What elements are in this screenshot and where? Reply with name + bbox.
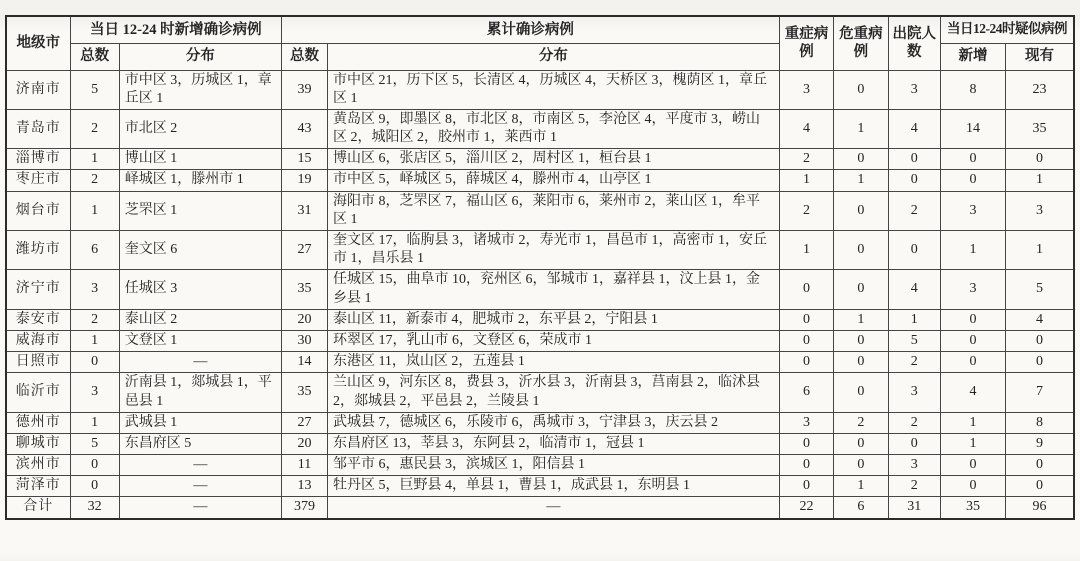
scanned-document-page [0,15,1080,561]
cell-suspected-new: 0 [940,330,1005,351]
cell-cumulative-total: 27 [282,412,328,433]
cell-new-distribution: — [119,497,281,519]
cell-discharged-count: 4 [888,270,940,309]
cell-discharged-count: 0 [888,170,940,191]
header-cumulative-confirmed-group: 累计确诊病例 [282,16,780,43]
cell-discharged-count: 2 [888,352,940,373]
cell-suspected-existing: 23 [1006,70,1074,109]
cell-cumulative-total: 31 [282,191,328,230]
cell-cumulative-distribution: 海阳市 8，芝罘区 7，福山区 6，莱阳市 6，莱州市 2，莱山区 1，牟平区 1 [327,191,779,230]
cell-critical-cases: 0 [834,191,888,230]
cell-suspected-new: 0 [940,149,1005,170]
cell-cumulative-distribution: 邹平市 6，惠民县 3，滨城区 1，阳信县 1 [327,455,779,476]
table-row [6,191,1074,230]
cell-city: 烟台市 [6,191,70,230]
table-row [6,270,1074,309]
cell-severe-cases: 0 [779,330,833,351]
cell-cumulative-total: 13 [282,476,328,497]
cell-cumulative-total: 27 [282,231,328,270]
cell-suspected-new: 0 [940,309,1005,330]
header-new-total: 总数 [70,43,119,70]
cell-suspected-existing: 9 [1006,433,1074,454]
cell-city: 枣庄市 [6,170,70,191]
table-body [6,70,1074,519]
cell-cumulative-distribution: 兰山区 9，河东区 8，费县 3，沂水县 3，沂南县 3，莒南县 2，临沭县 2，郯城县 2，平邑县 2，兰陵县 1 [327,373,779,412]
table-row [6,352,1074,373]
table-row [6,109,1074,148]
cell-city: 威海市 [6,330,70,351]
cell-cumulative-total: 14 [282,352,328,373]
cell-discharged-count: 3 [888,70,940,109]
cell-city: 潍坊市 [6,231,70,270]
cell-city: 临沂市 [6,373,70,412]
cell-severe-cases: 2 [779,149,833,170]
cell-discharged-count: 3 [888,455,940,476]
cell-new-distribution: 市中区 3，历城区 1，章丘区 1 [119,70,281,109]
cell-discharged-count: 3 [888,373,940,412]
cell-critical-cases: 0 [834,70,888,109]
cell-critical-cases: 1 [834,309,888,330]
cell-new-distribution: 博山区 1 [119,149,281,170]
cell-cumulative-total: 20 [282,309,328,330]
cell-new-distribution: 东昌府区 5 [119,433,281,454]
cell-cumulative-total: 43 [282,109,328,148]
cell-discharged-count: 0 [888,433,940,454]
cell-new-total: 1 [70,191,119,230]
cell-cumulative-total: 19 [282,170,328,191]
cell-suspected-existing: 5 [1006,270,1074,309]
cell-critical-cases: 0 [834,433,888,454]
table-total-row [6,497,1074,519]
cell-suspected-existing: 3 [1006,191,1074,230]
cell-critical-cases: 1 [834,109,888,148]
cell-suspected-new: 1 [940,433,1005,454]
header-new-distribution: 分布 [119,43,281,70]
cell-suspected-new: 35 [940,497,1005,519]
cell-severe-cases: 1 [779,170,833,191]
cell-severe-cases: 2 [779,191,833,230]
cell-new-distribution: 奎文区 6 [119,231,281,270]
cell-critical-cases: 0 [834,231,888,270]
cell-suspected-existing: 0 [1006,330,1074,351]
cell-cumulative-total: 15 [282,149,328,170]
cell-critical-cases: 1 [834,170,888,191]
cell-suspected-existing: 1 [1006,231,1074,270]
cell-critical-cases: 0 [834,270,888,309]
cell-discharged-count: 2 [888,476,940,497]
cell-new-total: 1 [70,149,119,170]
header-severe-cases: 重症病例 [779,16,833,70]
cell-suspected-new: 1 [940,231,1005,270]
header-row-1 [6,16,1074,43]
cell-new-distribution: — [119,476,281,497]
cell-suspected-new: 14 [940,109,1005,148]
cell-new-distribution: — [119,455,281,476]
cell-city: 济南市 [6,70,70,109]
cell-suspected-new: 8 [940,70,1005,109]
cell-new-total: 1 [70,330,119,351]
cell-new-total: 3 [70,270,119,309]
cell-cumulative-distribution: 东港区 11，岚山区 2，五莲县 1 [327,352,779,373]
table-row [6,70,1074,109]
cell-cumulative-distribution: 市中区 5，峄城区 5，薛城区 4，滕州市 4，山亭区 1 [327,170,779,191]
cell-new-total: 1 [70,412,119,433]
cell-suspected-existing: 1 [1006,170,1074,191]
cell-suspected-new: 3 [940,270,1005,309]
cell-critical-cases: 0 [834,352,888,373]
cell-severe-cases: 0 [779,455,833,476]
cell-critical-cases: 6 [834,497,888,519]
cell-cumulative-distribution: 任城区 15，曲阜市 10，兖州区 6，邹城市 1，嘉祥县 1，汶上县 1，金乡县 1 [327,270,779,309]
cell-severe-cases: 0 [779,309,833,330]
cell-discharged-count: 0 [888,149,940,170]
cell-suspected-existing: 0 [1006,455,1074,476]
header-critical-cases: 危重病例 [834,16,888,70]
cell-critical-cases: 0 [834,330,888,351]
cell-severe-cases: 0 [779,476,833,497]
covid-case-statistics-table [5,15,1075,520]
cell-cumulative-distribution: — [327,497,779,519]
cell-new-distribution: — [119,352,281,373]
cell-suspected-existing: 0 [1006,149,1074,170]
cell-new-total: 0 [70,455,119,476]
cell-cumulative-total: 35 [282,373,328,412]
cell-discharged-count: 5 [888,330,940,351]
cell-severe-cases: 0 [779,352,833,373]
cell-city: 聊城市 [6,433,70,454]
cell-new-total: 32 [70,497,119,519]
cell-cumulative-distribution: 牡丹区 5，巨野县 4，单县 1，曹县 1，成武县 1，东明县 1 [327,476,779,497]
cell-new-total: 0 [70,476,119,497]
cell-new-distribution: 沂南县 1，郯城县 1，平邑县 1 [119,373,281,412]
cell-discharged-count: 2 [888,191,940,230]
cell-suspected-new: 0 [940,352,1005,373]
cell-cumulative-distribution: 市中区 21，历下区 5，长清区 4，历城区 4，天桥区 3，槐荫区 1，章丘区 1 [327,70,779,109]
cell-city: 淄博市 [6,149,70,170]
cell-new-total: 2 [70,170,119,191]
cell-severe-cases: 0 [779,270,833,309]
cell-city: 济宁市 [6,270,70,309]
cell-new-total: 3 [70,373,119,412]
header-new-confirmed-group: 当日 12-24 时新增确诊病例 [70,16,281,43]
cell-cumulative-distribution: 博山区 6，张店区 5，淄川区 2，周村区 1，桓台县 1 [327,149,779,170]
cell-suspected-new: 0 [940,476,1005,497]
cell-severe-cases: 1 [779,231,833,270]
header-cumulative-distribution: 分布 [327,43,779,70]
cell-critical-cases: 0 [834,149,888,170]
cell-new-distribution: 武城县 1 [119,412,281,433]
header-suspected-group: 当日12-24时疑似病例 [940,16,1074,43]
cell-severe-cases: 0 [779,433,833,454]
cell-suspected-existing: 7 [1006,373,1074,412]
cell-new-distribution: 泰山区 2 [119,309,281,330]
cell-city: 泰安市 [6,309,70,330]
cell-cumulative-distribution: 黄岛区 9，即墨区 8，市北区 8，市南区 5，李沧区 4，平度市 3，崂山区 2，城阳区 2，胶州市 1，莱西市 1 [327,109,779,148]
table-header [6,16,1074,70]
cell-critical-cases: 0 [834,455,888,476]
cell-critical-cases: 1 [834,476,888,497]
table-row [6,309,1074,330]
cell-new-total: 2 [70,109,119,148]
cell-new-total: 0 [70,352,119,373]
cell-cumulative-distribution: 泰山区 11，新泰市 4，肥城市 2，东平县 2，宁阳县 1 [327,309,779,330]
table-row [6,476,1074,497]
cell-cumulative-total: 11 [282,455,328,476]
cell-cumulative-total: 20 [282,433,328,454]
table-row [6,330,1074,351]
table-row [6,149,1074,170]
cell-severe-cases: 3 [779,70,833,109]
cell-suspected-existing: 4 [1006,309,1074,330]
table-row [6,231,1074,270]
cell-cumulative-total: 39 [282,70,328,109]
cell-cumulative-distribution: 奎文区 17，临朐县 3，诸城市 2，寿光市 1，昌邑市 1，高密市 1，安丘市 1，昌乐县 1 [327,231,779,270]
cell-city: 德州市 [6,412,70,433]
table-row [6,412,1074,433]
cell-city: 滨州市 [6,455,70,476]
header-suspected-new: 新增 [940,43,1005,70]
cell-new-total: 5 [70,433,119,454]
cell-critical-cases: 2 [834,412,888,433]
cell-suspected-new: 0 [940,170,1005,191]
cell-discharged-count: 2 [888,412,940,433]
cell-city: 菏泽市 [6,476,70,497]
table-row [6,170,1074,191]
cell-city: 青岛市 [6,109,70,148]
table-row [6,373,1074,412]
cell-new-total: 5 [70,70,119,109]
cell-suspected-new: 1 [940,412,1005,433]
cell-cumulative-total: 30 [282,330,328,351]
cell-new-distribution: 芝罘区 1 [119,191,281,230]
cell-severe-cases: 22 [779,497,833,519]
cell-critical-cases: 0 [834,373,888,412]
cell-discharged-count: 1 [888,309,940,330]
cell-new-distribution: 市北区 2 [119,109,281,148]
cell-cumulative-distribution: 武城县 7，德城区 6，乐陵市 6，禹城市 3，宁津县 3，庆云县 2 [327,412,779,433]
cell-cumulative-distribution: 环翠区 17，乳山市 6，文登区 6，荣成市 1 [327,330,779,351]
cell-new-distribution: 文登区 1 [119,330,281,351]
cell-suspected-new: 4 [940,373,1005,412]
cell-severe-cases: 6 [779,373,833,412]
cell-discharged-count: 0 [888,231,940,270]
header-suspected-existing: 现有 [1006,43,1074,70]
cell-cumulative-total: 379 [282,497,328,519]
header-cumulative-total: 总数 [282,43,328,70]
cell-suspected-new: 0 [940,455,1005,476]
cell-suspected-existing: 96 [1006,497,1074,519]
cell-discharged-count: 31 [888,497,940,519]
cell-severe-cases: 3 [779,412,833,433]
table-row [6,433,1074,454]
cell-new-total: 6 [70,231,119,270]
cell-city: 合计 [6,497,70,519]
cell-discharged-count: 4 [888,109,940,148]
header-city: 地级市 [6,16,70,70]
cell-cumulative-distribution: 东昌府区 13，莘县 3，东阿县 2，临清市 1，冠县 1 [327,433,779,454]
cell-suspected-existing: 35 [1006,109,1074,148]
cell-city: 日照市 [6,352,70,373]
cell-new-total: 2 [70,309,119,330]
header-discharged-count: 出院人数 [888,16,940,70]
cell-new-distribution: 任城区 3 [119,270,281,309]
cell-suspected-existing: 0 [1006,352,1074,373]
cell-cumulative-total: 35 [282,270,328,309]
table-row [6,455,1074,476]
cell-severe-cases: 4 [779,109,833,148]
cell-suspected-existing: 0 [1006,476,1074,497]
cell-suspected-new: 3 [940,191,1005,230]
cell-suspected-existing: 8 [1006,412,1074,433]
cell-new-distribution: 峄城区 1，滕州市 1 [119,170,281,191]
